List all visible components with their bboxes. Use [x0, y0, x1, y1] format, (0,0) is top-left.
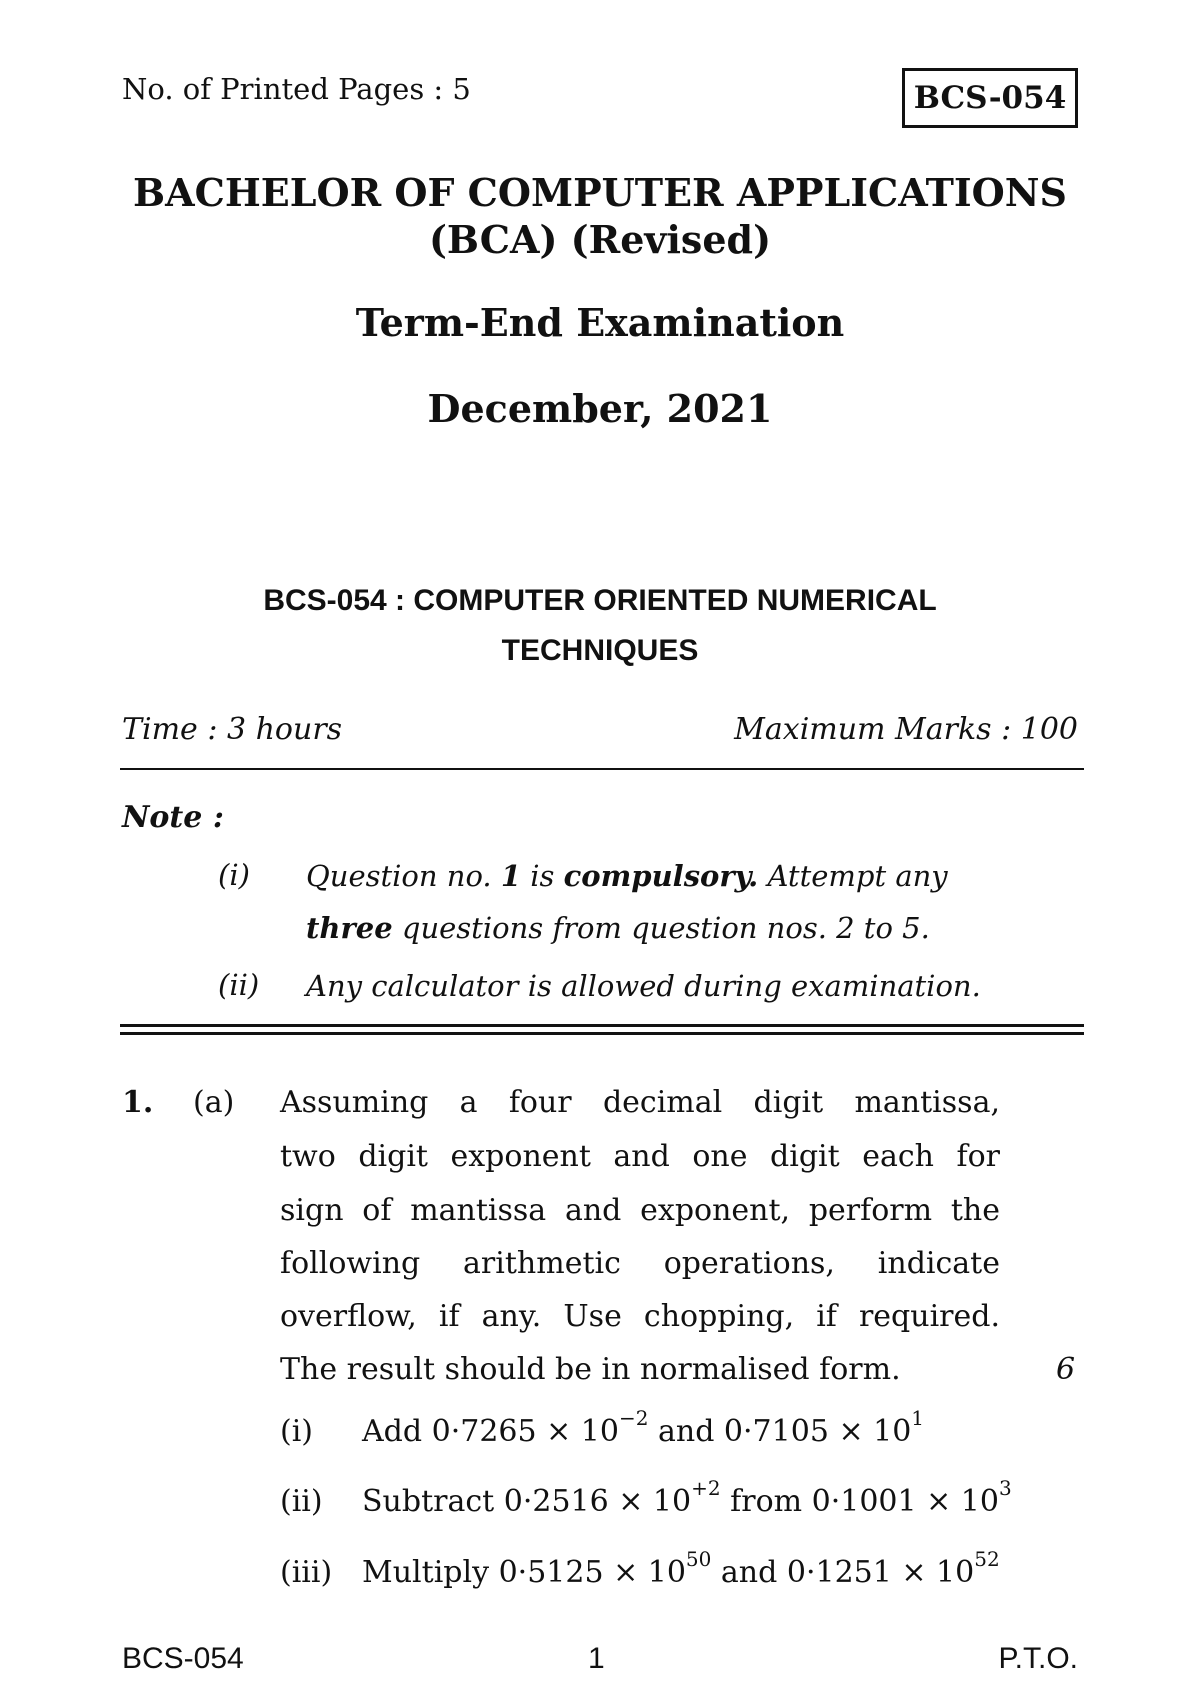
- note-item-number: (ii): [218, 968, 260, 1002]
- exam-date: December, 2021: [427, 386, 773, 431]
- subpart-text: Add $0\cdot 7265 \times 10^{-2}$ and $0\cdot 7105 \times 10^1$: [362, 1406, 925, 1449]
- question-text-line: The result should be in normalised form.: [280, 1352, 901, 1387]
- exam-time: Time : 3 hours: [122, 712, 343, 747]
- printed-pages-count: No. of Printed Pages : 5: [122, 72, 471, 106]
- programme-title: BACHELOR OF COMPUTER APPLICATIONS: [133, 170, 1067, 215]
- question-text-line: Assuming a four decimal digit mantissa,: [280, 1085, 1000, 1120]
- note-heading: Note :: [122, 800, 224, 835]
- question-text-line: overflow, if any. Use chopping, if required.: [280, 1299, 1000, 1334]
- subject-title-line2: TECHNIQUES: [501, 634, 699, 667]
- maximum-marks: Maximum Marks : 100: [734, 712, 1078, 747]
- footer-pto: P.T.O.: [998, 1642, 1078, 1675]
- subject-title-line1: BCS-054 : COMPUTER ORIENTED NUMERICAL: [263, 584, 937, 617]
- note-item-text: Question no. 1 is compulsory. Attempt any three questions from question nos. 2 to 5.: [306, 859, 948, 945]
- question-part-label: (a): [193, 1085, 235, 1120]
- footer-paper-code: BCS-054: [122, 1642, 244, 1675]
- note-divider-bottom: [120, 1032, 1084, 1035]
- note-item-number: (i): [218, 858, 250, 892]
- question-text-line: sign of mantissa and exponent, perform the: [280, 1193, 1000, 1228]
- exam-title: Term-End Examination: [355, 300, 845, 345]
- header-divider: [120, 768, 1084, 770]
- question-text-line: following arithmetic operations, indicate: [280, 1246, 1000, 1281]
- subpart-text: Multiply $0\cdot 5125 \times 10^{50}$ and $0\cdot 1251 \times 10^{52}$: [362, 1547, 1000, 1590]
- note-item-text: Any calculator is allowed during examination.: [306, 969, 981, 1003]
- footer-page-number: 1: [588, 1642, 605, 1675]
- subpart-number: (i): [280, 1414, 314, 1449]
- programme-subtitle: (BCA) (Revised): [428, 217, 772, 262]
- paper-code-box: BCS-054: [902, 68, 1078, 128]
- question-number: 1.: [122, 1085, 154, 1120]
- subpart-number: (ii): [280, 1484, 323, 1519]
- question-marks: 6: [1056, 1352, 1076, 1387]
- question-text-line: two digit exponent and one digit each for: [280, 1139, 1000, 1174]
- note-divider-top: [120, 1024, 1084, 1027]
- subpart-number: (iii): [280, 1555, 333, 1590]
- subpart-text: Subtract $0\cdot 2516 \times 10^{+2}$ from $0\cdot 1001 \times 10^3$: [362, 1476, 1012, 1519]
